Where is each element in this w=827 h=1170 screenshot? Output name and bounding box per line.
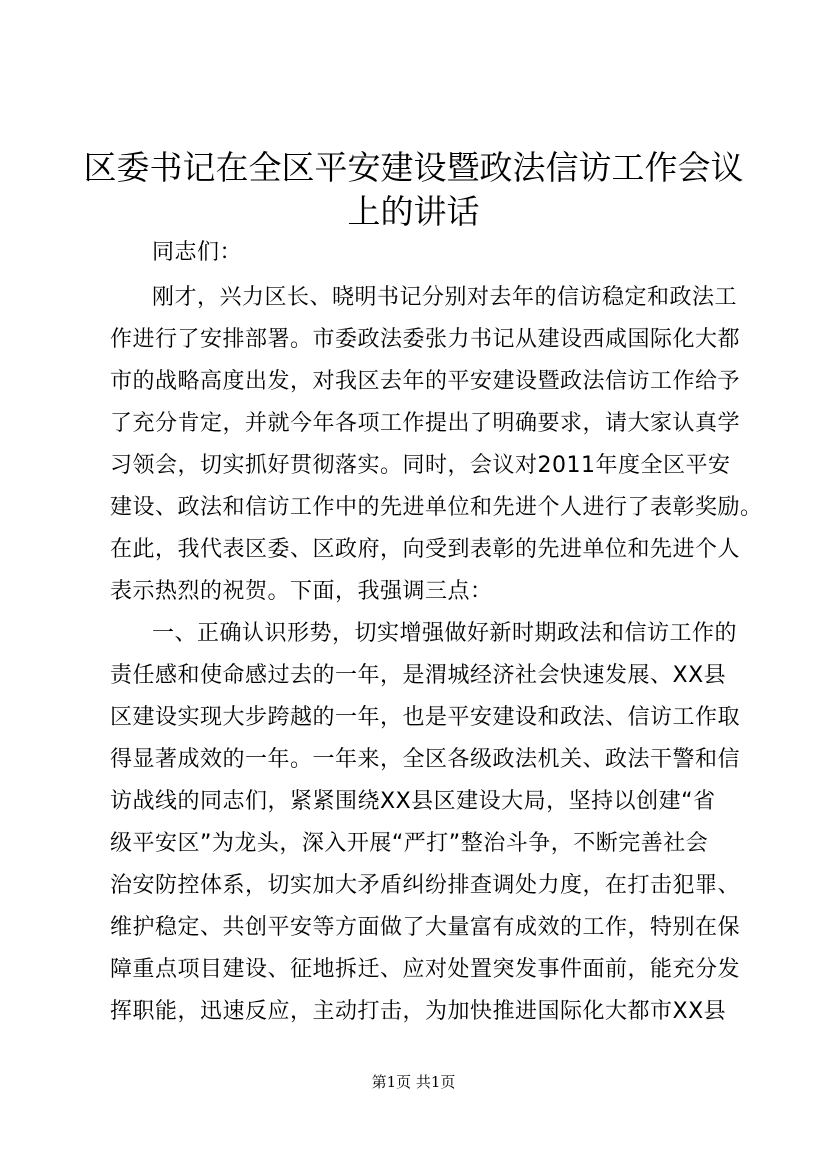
body-line: 市的战略高度出发，对我区去年的平安建设暨政法信访工作给予	[110, 369, 741, 394]
body-line: 建设、政法和信访工作中的先进单位和先进个人进行了表彰奖励。	[110, 495, 763, 520]
body-line: 维护稳定、共创平安等方面做了大量富有成效的工作，特别在保	[110, 915, 741, 940]
document-title-line-1: 区委书记在全区平安建设暨政法信访工作会议	[83, 148, 744, 187]
body-line: 刚才，兴力区长、晓明书记分别对去年的信访稳定和政法工	[152, 285, 738, 310]
salutation: 同志们：	[152, 240, 243, 265]
body-line: 区建设实现大步跨越的一年，也是平安建设和政法、信访工作取	[110, 705, 741, 730]
body-line: 表示热烈的祝贺。下面，我强调三点：	[110, 579, 493, 604]
body-line: 在此，我代表区委、区政府，向受到表彰的先进单位和先进个人	[110, 537, 741, 562]
body-line: 责任感和使命感过去的一年，是渭城经济社会快速发展、XX县	[110, 663, 727, 688]
body-line: 访战线的同志们，紧紧围绕XX县区建设大局，坚持以创建“省	[110, 789, 716, 814]
document-title-line-2: 上的讲话	[347, 192, 480, 231]
body-line: 了充分肯定，并就今年各项工作提出了明确要求，请大家认真学	[110, 411, 741, 436]
body-line: 一、正确认识形势，切实增强做好新时期政法和信访工作的	[152, 621, 738, 646]
body-line: 习领会，切实抓好贯彻落实。同时，会议对2011年度全区平安	[110, 453, 731, 478]
body-line: 治安防控体系，切实加大矛盾纠纷排查调处力度，在打击犯罪、	[110, 873, 741, 898]
body-line: 级平安区”为龙头，深入开展“严打”整治斗争，不断完善社会	[110, 831, 709, 856]
body-line: 挥职能，迅速反应，主动打击，为加快推进国际化大都市XX县	[110, 999, 727, 1024]
body-line: 得显著成效的一年。一年来，全区各级政法机关、政法干警和信	[110, 747, 741, 772]
body-line: 作进行了安排部署。市委政法委张力书记从建设西咸国际化大都	[110, 327, 741, 352]
body-line: 障重点项目建设、征地拆迁、应对处置突发事件面前，能充分发	[110, 957, 741, 982]
page-footer: 第1页 共1页	[371, 1073, 456, 1091]
